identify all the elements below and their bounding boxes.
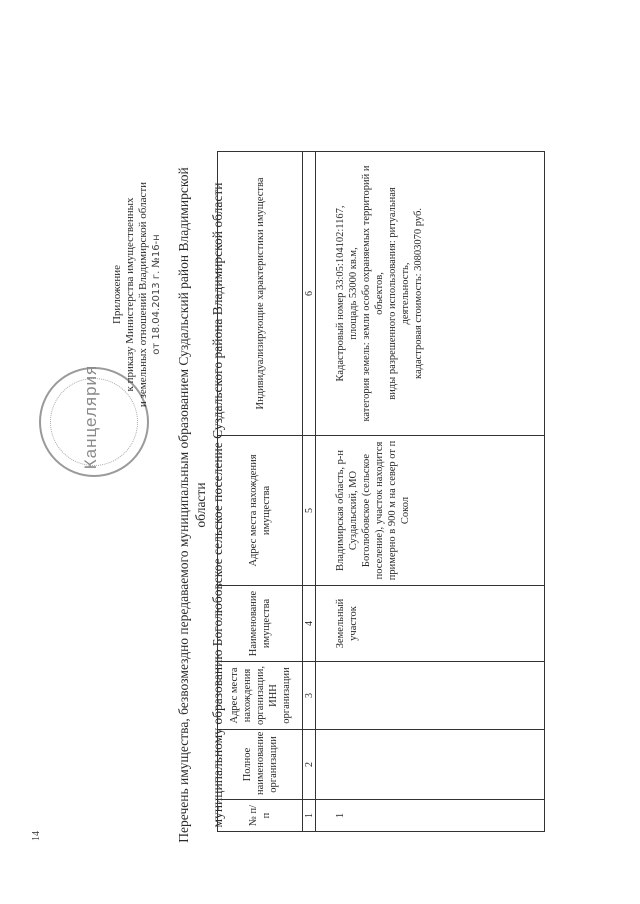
detail-line: кадастровая стоимость: 30803070 руб.: [413, 208, 424, 379]
header-details: Индивидуализирующие характеристики имущества: [218, 152, 303, 436]
appendix-line-2: и земельных отношений Владимирской области: [137, 181, 149, 408]
header-org-name: Полное наименование организации: [218, 730, 303, 800]
property-table: [217, 151, 545, 832]
detail-line: категория земель: земли особо охраняемых территорий и объектов,: [361, 165, 385, 422]
column-number: 1: [303, 800, 316, 832]
header-row: [218, 152, 303, 832]
cell-org-name: [316, 730, 545, 800]
column-number: 4: [303, 586, 316, 662]
column-number-row: [303, 152, 316, 832]
column-number: 3: [303, 662, 316, 730]
cell-property-address: Владимирская область, р-н Суздальский, МО Боголюбовское (сельское поселение), участок находится примерно в 900 м на север от п Сокол: [316, 436, 545, 586]
stamp-word: Канцелярия: [81, 364, 100, 470]
title-line-1: Перечень имущества, безвозмездно передаваемого муниципальным образованием Суздальский район Владимирской области: [176, 167, 208, 843]
cell-property-name: Земельный участок: [316, 586, 545, 662]
header-org-address: Адрес места нахождения организации, ИНН организации: [218, 662, 303, 730]
header-property-address: Адрес места нахождения имущества: [218, 436, 303, 586]
appendix-title: Приложение: [111, 264, 123, 325]
cell-num: 1: [316, 800, 545, 832]
detail-line: виды разрешенного использования: ритуальная деятельность,: [387, 187, 411, 400]
title-line-2: муниципальному образованию Боголюбовское сельское поселение Суздальского района Владимирской области: [210, 182, 225, 828]
column-number: 2: [303, 730, 316, 800]
detail-line: площадь 53000 кв.м,: [348, 247, 359, 340]
appendix-number: от 18.04.2013 г. №16-н: [151, 234, 162, 355]
page-number: 14: [31, 831, 42, 841]
appendix-line-1: к приказу Министерства имущественных: [124, 197, 136, 392]
detail-line: Кадастровый номер 33:05:104102:1167,: [335, 205, 346, 382]
appendix-block: [111, 142, 163, 447]
cell-org-address: [316, 662, 545, 730]
rotated-page: [15, 142, 575, 862]
cell-details: [316, 152, 545, 436]
column-number: 6: [303, 152, 316, 436]
header-num: № п/п: [218, 800, 303, 832]
table-row: [316, 152, 545, 832]
column-number: 5: [303, 436, 316, 586]
header-property-name: Наименование имущества: [218, 586, 303, 662]
